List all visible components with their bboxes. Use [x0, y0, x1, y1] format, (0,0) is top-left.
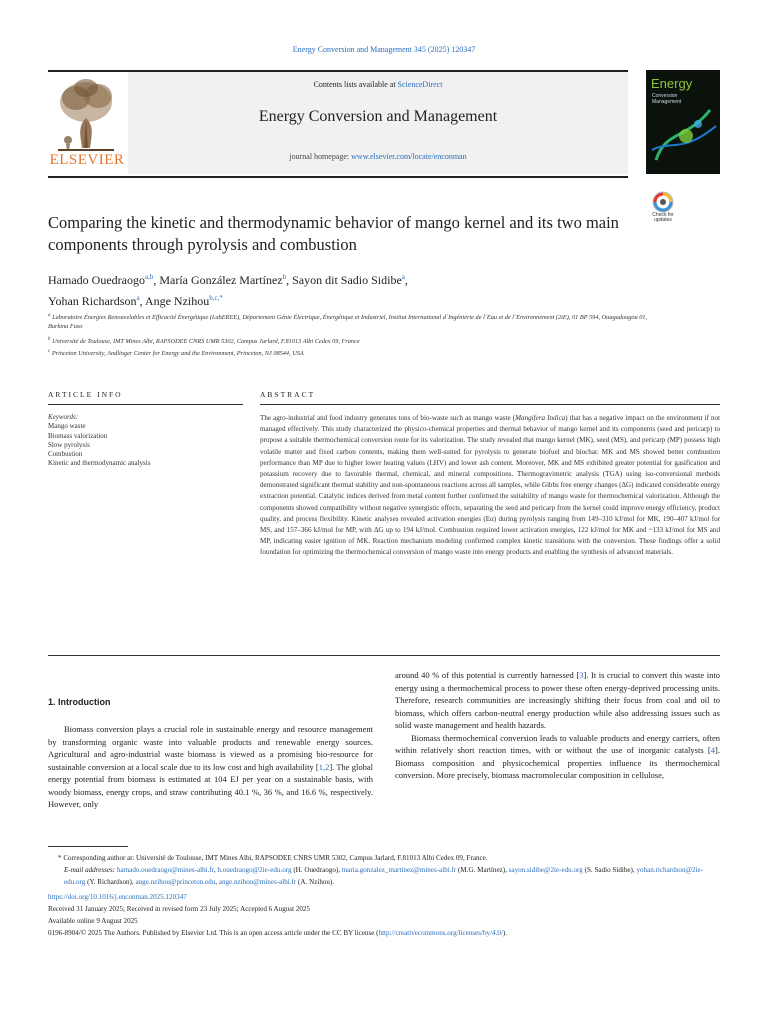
abstract-heading: ABSTRACT: [260, 390, 316, 399]
contents-prefix: Contents lists available at: [313, 80, 398, 89]
license-line: 0196-8904/© 2025 The Authors. Published by Elsevier Ltd. This is an open access article under the CC BY license (http://creativecommons.org/licenses/by/4.0/).: [48, 928, 508, 937]
keywords-label: Keywords:: [48, 413, 79, 421]
author[interactable]: María González Martínez$^b$: [159, 273, 287, 287]
email-link[interactable]: ange.nzihou@mines-albi.fr: [218, 877, 297, 886]
abstract-text: The agro-industrial and food industry generates tons of bio-waste such as mango waste (Mangifera Indica) that has a negative impact on the environment if not managed effectively. This study characterized the physico-chemical properties and thermal behavior of mango kernel and its components (seed and pericarp) to propose a suitable thermochemical conversion route for its valorization. The study revealed that mango kernel (MK), seed (MS), and pericarp (MP) possess high volatile matter and fixed carbon contents, making them well-suited for pyrolysis to generate biofuel and biochar. MK and MS showed better combustion performance than MP due to higher lower heating values (LHV) and lower ash content. Moreover, MK and MS exhibited greater potential for gasification and potassium recovery due to favorable thermal, chemical, and mineral compositions. Thermogravimetric analysis (TGA) using iso-conversional methods demonstrated significant thermal stability and non-spontaneous reactions across all samples, while Gibbs free energy changes (ΔG) indicated considerable energy extraction potential. Catalytic indices derived from metal content further confirmed the suitability of mango waste for thermochemical valorization. Although the components showed compatibility without negative synergistic effects, separating the seed and pericarp from the kernel could improve energy efficiency, product quality, and process flexibility. Kinetic analyses revealed activation energies (Eα) during pyrolysis ranging from 149–310 kJ/mol for MK, 190–407 kJ/mol for MS, and 157–366 kJ/mol for MP, with ΔG up to 194 kJ/mol. Combustion required lower activation energies, 122 kJ/mol for MK and ~133 kJ/mol for MS and MP, indicating easier ignition of MK. Reaction mechanism modeling confirmed complex kinetic transitions with the conversion. These findings offer a solid foundation for optimizing the thermochemical conversion of mango waste into energy products and enabling the synthesis of advanced materials.: [260, 414, 721, 557]
keywords-block: [48, 413, 228, 469]
author[interactable]: Sayon dit Sadio Sidibe$^a$: [292, 273, 405, 287]
received-dates: Received 31 January 2025; Received in revised form 23 July 2025; Accepted 6 August 2025: [48, 905, 311, 914]
email-link[interactable]: hamado.ouedraogo@mines-albi.fr: [116, 865, 214, 874]
check-line1: Check for: [652, 212, 674, 218]
sciencedirect-link[interactable]: ScienceDirect: [397, 80, 443, 89]
citation-link[interactable]: 1,2: [318, 761, 330, 772]
keyword: Biomass valorization: [48, 431, 108, 440]
check-for-updates-label[interactable]: [645, 213, 681, 223]
author-list: Hamado Ouedraogo$^{a,b}$, María González Martínez$^b$, Sayon dit Sadio Sidibe$^a$, Yohan Richardson$^a$, Ange Nzihou$^{b,c,*}$: [48, 273, 408, 308]
footnote-rule: [48, 846, 128, 847]
email-link[interactable]: h.ouedraogo@2ie-edu.org: [217, 865, 292, 874]
article-info-rule: [48, 404, 243, 405]
citation-link[interactable]: 4: [710, 745, 716, 755]
keyword: Combustion: [48, 450, 83, 459]
author[interactable]: Ange Nzihou$^{b,c,*}$: [144, 294, 223, 308]
affiliation-c: $^c$ Princeton University, Andlinger Center for Energy and the Environment, Princeton, NJ 08544, USA: [48, 349, 304, 358]
journal-reference[interactable]: Energy Conversion and Management 345 (2025) 120347: [292, 45, 476, 54]
abstract-rule: [260, 404, 720, 405]
license-link[interactable]: http://creativecommons.org/licenses/by/4.0/: [378, 928, 503, 937]
intro-paragraph: Biomass conversion plays a crucial role in sustainable energy and resource management by transforming organic waste into valuable products and renewable energy sources. Agricultural and agro-industrial waste biomass is viewed as a promising bio-resource for sustainable conversion at a local scale due to its low cost and high availability [1,2]. The global energy potential from biomass is estimated at 104 EJ per year on a sustainable basis, with woody biomass, energy crops, and straw contributing 40.1 %, 36 %, and 16.6 %, respectively. However, only: [48, 724, 373, 809]
intro-paragraph: Biomass thermochemical conversion leads to valuable products and energy carriers, often within relatively short reaction times, with or without the use of inorganic catalysts [4]. Biomass composition and physicochemical properties influence its thermochemical conversion. More precisely, biomass macromolecular composition in cellulose,: [395, 732, 720, 780]
citation-link[interactable]: 3: [579, 670, 584, 680]
introduction-heading: 1. Introduction: [48, 697, 111, 707]
article-title: Comparing the kinetic and thermodynamic behavior of mango kernel and its two main components through pyrolysis and combustion: [48, 213, 619, 254]
keyword: Kinetic and thermodynamic analysis: [48, 459, 151, 468]
cover-subtitle-line2: Management: [652, 99, 682, 105]
journal-title: Energy Conversion and Management: [258, 108, 498, 125]
homepage-prefix: journal homepage:: [289, 152, 352, 161]
email-link[interactable]: yohan.richardson@2ie-edu.org: [64, 865, 704, 886]
check-line2: updates: [654, 217, 672, 223]
cover-subtitle: [652, 93, 681, 105]
journal-cover-thumbnail[interactable]: [646, 70, 720, 174]
article-info-heading: ARTICLE INFO: [48, 390, 123, 399]
abstract-bottom-rule: [48, 655, 720, 656]
intro-right-column: [395, 669, 720, 782]
cover-title: Energy: [651, 76, 693, 91]
author[interactable]: Yohan Richardson$^a$: [48, 294, 140, 308]
corresponding-author-note: * Corresponding author at: Université de Toulouse, IMT Mines Albi, RAPSODEE CNRS UMR 5302, Campus Jarlard, F.81013 Albi Cedex 09, France.: [58, 854, 488, 862]
check-for-updates-icon[interactable]: [648, 190, 678, 230]
keyword: Mango waste: [48, 422, 86, 431]
author[interactable]: Hamado Ouedraogo$^{a,b}$: [48, 273, 154, 287]
contents-line: [128, 80, 628, 89]
footnotes: [48, 853, 720, 940]
doi-link[interactable]: https://doi.org/10.1016/j.enconman.2025.120347: [48, 893, 187, 902]
email-addresses: E-mail addresses: hamado.ouedraogo@mines-albi.fr, h.ouedraogo@2ie-edu.org (H. Ouedraogo), maria.gonzalez_martinez@mines-albi.fr (M.G. Martínez), sayon.sidibe@2ie-edu.org (S. Sadio Sidibe), yohan.richardson@2ie-edu.org (Y. Richardson), ange.nzihou@princeton.edu, ange.nzihou@mines-albi.fr (A. Nzihou).: [64, 865, 704, 886]
keyword: Slow pyrolysis: [48, 440, 90, 449]
email-link[interactable]: sayon.sidibe@2ie-edu.org: [508, 865, 583, 874]
affiliation-a: $^a$ Laboratoire Énergies Renouvelables et Efficacité Énergétique (LabEREE), Département Génie Électrique, Énergétique et Industriel, Institut International d´Ingénierie de l´Eau et de l´Environnement (2iE), 01 BP 594, Ouagadougou 01, Burkina Faso: [48, 313, 648, 331]
homepage-line: [128, 152, 628, 161]
intro-left-column: [48, 723, 373, 811]
cover-subtitle-line1: Conversion: [652, 93, 678, 99]
available-online: Available online 9 August 2025: [48, 916, 138, 925]
elsevier-wordmark: ELSEVIER: [49, 152, 125, 168]
email-link[interactable]: ange.nzihou@princeton.edu: [135, 877, 216, 886]
homepage-link[interactable]: www.elsevier.com/locate/enconman: [351, 152, 467, 161]
intro-paragraph: around 40 % of this potential is currently harnessed [3]. It is crucial to convert this waste into energy using a thermochemical process to power these often energy-deprived processing units. Therefore, research communities are increasingly shifting their focus from coal and oil to biomass, which offers carbon-neutral energy production while also addressing issues such as solid waste management and health hazards.: [395, 670, 720, 730]
affiliation-b: $^b$ Université de Toulouse, IMT Mines Albi, RAPSODEE CNRS UMR 5302, Campus Jarlard, F.81013 Albi Cedex 09, France: [48, 337, 360, 346]
email-link[interactable]: maria.gonzalez_martinez@mines-albi.fr: [341, 865, 457, 874]
